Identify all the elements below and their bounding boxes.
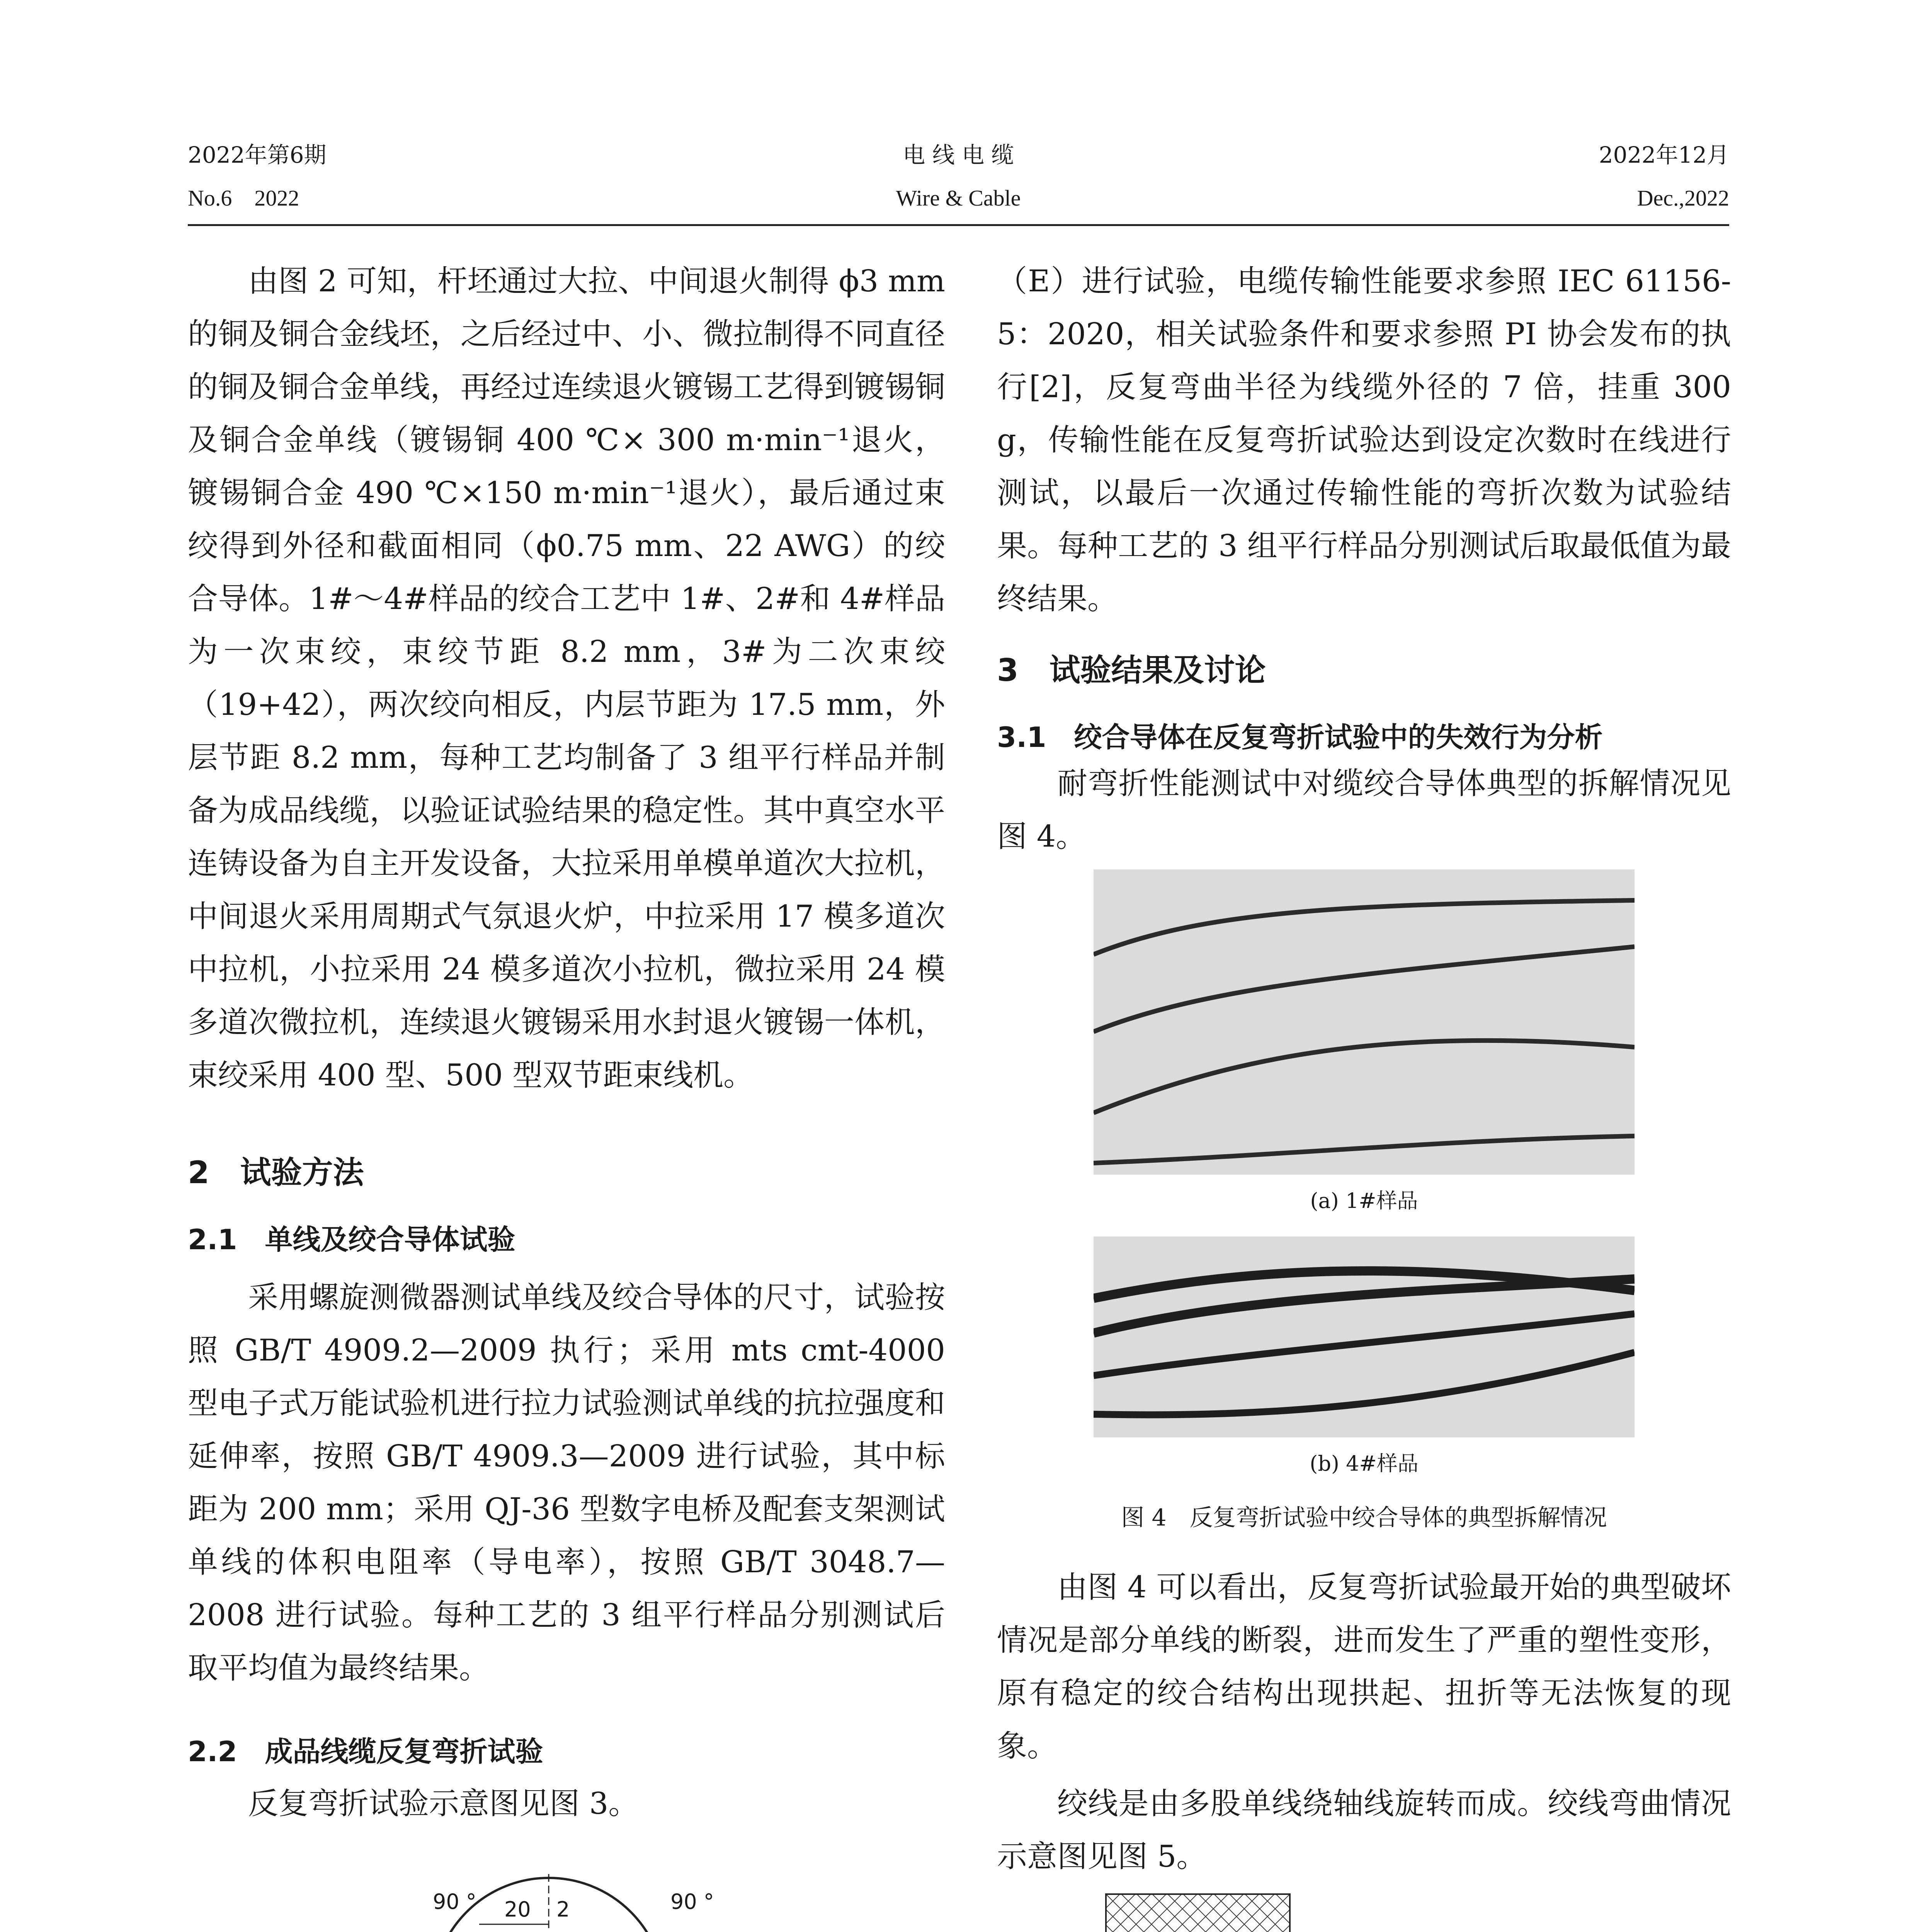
left-para-2: 采用螺旋测微器测试单线及绞合导体的尺寸，试验按照 GB/T 4909.2—2009 执行；采用 mts cmt-4000 型电子式万能试验机进行拉力试验测试单线的抗拉强度和延伸率，按照 GB/T 4909.3—2009 进行试验，其中标距为 200 mm；采用 QJ-36 型数字电桥及配套支架测试单线的体积电阻率（导电率），按照 GB/T 3048.7—2008 进行试验。每种工艺的 3 组平行样品分别测试后取平均值为最终结果。 (188, 1280, 945, 1685)
section-3-heading: 3 试验结果及讨论 (997, 652, 1266, 688)
figure-4b-photo (1094, 1236, 1635, 1437)
right-para-4: 绞线是由多股单线绕轴线旋转而成。绞线弯曲情况示意图见图 5。 (997, 1786, 1731, 1874)
right-para-3: 由图 4 可以看出，反复弯折试验最开始的典型破坏情况是部分单线的断裂，进而发生了严重的塑性变形，原有稳定的绞合结构出现拱起、扭折等无法恢复的现象。 (997, 1570, 1731, 1764)
right-para-2: 耐弯折性能测试中对缆绞合导体典型的拆解情况见图 4。 (997, 766, 1731, 854)
section-3-1-heading: 3.1 绞合导体在反复弯折试验中的失效行为分析 (997, 721, 1603, 753)
right-para-1: （E）进行试验，电缆传输性能要求参照 IEC 61156-5：2020，相关试验条件和要求参照 PI 协会发布的执行[2]，反复弯曲半径为线缆外径的 7 倍，挂重 300 g，传输性能在反复弯折试验达到设定次数时在线进行测试，以最后一次通过传输性能的弯折次数为试验结果。每种工艺的 3 组平行样品分别测试后取最低值为最终结果。 (997, 264, 1731, 616)
figure-4a-label: (a) 1#样品 (1310, 1189, 1418, 1213)
header-issue-en: No.6 2022 (188, 185, 299, 211)
figure-4a-photo (1094, 869, 1635, 1175)
figure-5a-strand-original (1105, 1893, 1291, 1932)
header-date-en: Dec.,2022 (1637, 185, 1729, 211)
header-rule (188, 224, 1729, 226)
journal-title-en: Wire & Cable (896, 185, 1021, 211)
section-2-1-heading: 2.1 单线及绞合导体试验 (188, 1223, 515, 1256)
header-issue-cn: 2022年第6期 (188, 142, 327, 168)
left-para-1: 由图 2 可知，杆坯通过大拉、中间退火制得 ϕ3 mm 的铜及铜合金线坯，之后经过中、小、微拉制得不同直径的铜及铜合金单线，再经过连续退火镀锡工艺得到镀锡铜及铜合金单线（镀锡铜 400 ℃× 300 m·min⁻¹退火，镀锡铜合金 490 ℃×150 m·min⁻¹退火），最后通过束绞得到外径和截面相同（ϕ0.75 mm、22 AWG）的绞合导体。1#～4#样品的绞合工艺中 1#、2#和 4#样品为一次束绞，束绞节距 8.2 mm，3#为二次束绞（19+42），两次绞向相反，内层节距为 17.5 mm，外层节距 8.2 mm，每种工艺均制备了 3 组平行样品并制备为成品线缆，以验证试验结果的稳定性。其中真空水平连铸设备为自主开发设备，大拉采用单模单道次大拉机，中间退火采用周期式气氛退火炉，中拉采用 17 模多道次中拉机，小拉采用 24 模多道次小拉机，微拉采用 24 模多道次微拉机，连续退火镀锡采用水封退火镀锡一体机，束绞采用 400 型、500 型双节距束线机。 (188, 264, 945, 1093)
fig3-dim-2: 2 (556, 1897, 570, 1922)
left-para-3: 反复弯折试验示意图见图 3。 (248, 1786, 639, 1821)
header-date-cn: 2022年12月 (1599, 142, 1729, 168)
figure-3-diagram (386, 1866, 773, 1932)
fig3-angle-right: 90 ° (670, 1889, 714, 1914)
fig3-angle-left: 90 ° (433, 1889, 476, 1914)
journal-title-cn: 电 线 电 缆 (903, 142, 1014, 168)
figure-4b-label: (b) 4#样品 (1310, 1451, 1419, 1476)
fig3-dim-20: 20 (504, 1897, 531, 1922)
section-2-2-heading: 2.2 成品线缆反复弯折试验 (188, 1735, 543, 1768)
section-2-heading: 2 试验方法 (188, 1155, 364, 1190)
figure-4-caption: 图 4 反复弯折试验中绞合导体的典型拆解情况 (1121, 1504, 1607, 1531)
